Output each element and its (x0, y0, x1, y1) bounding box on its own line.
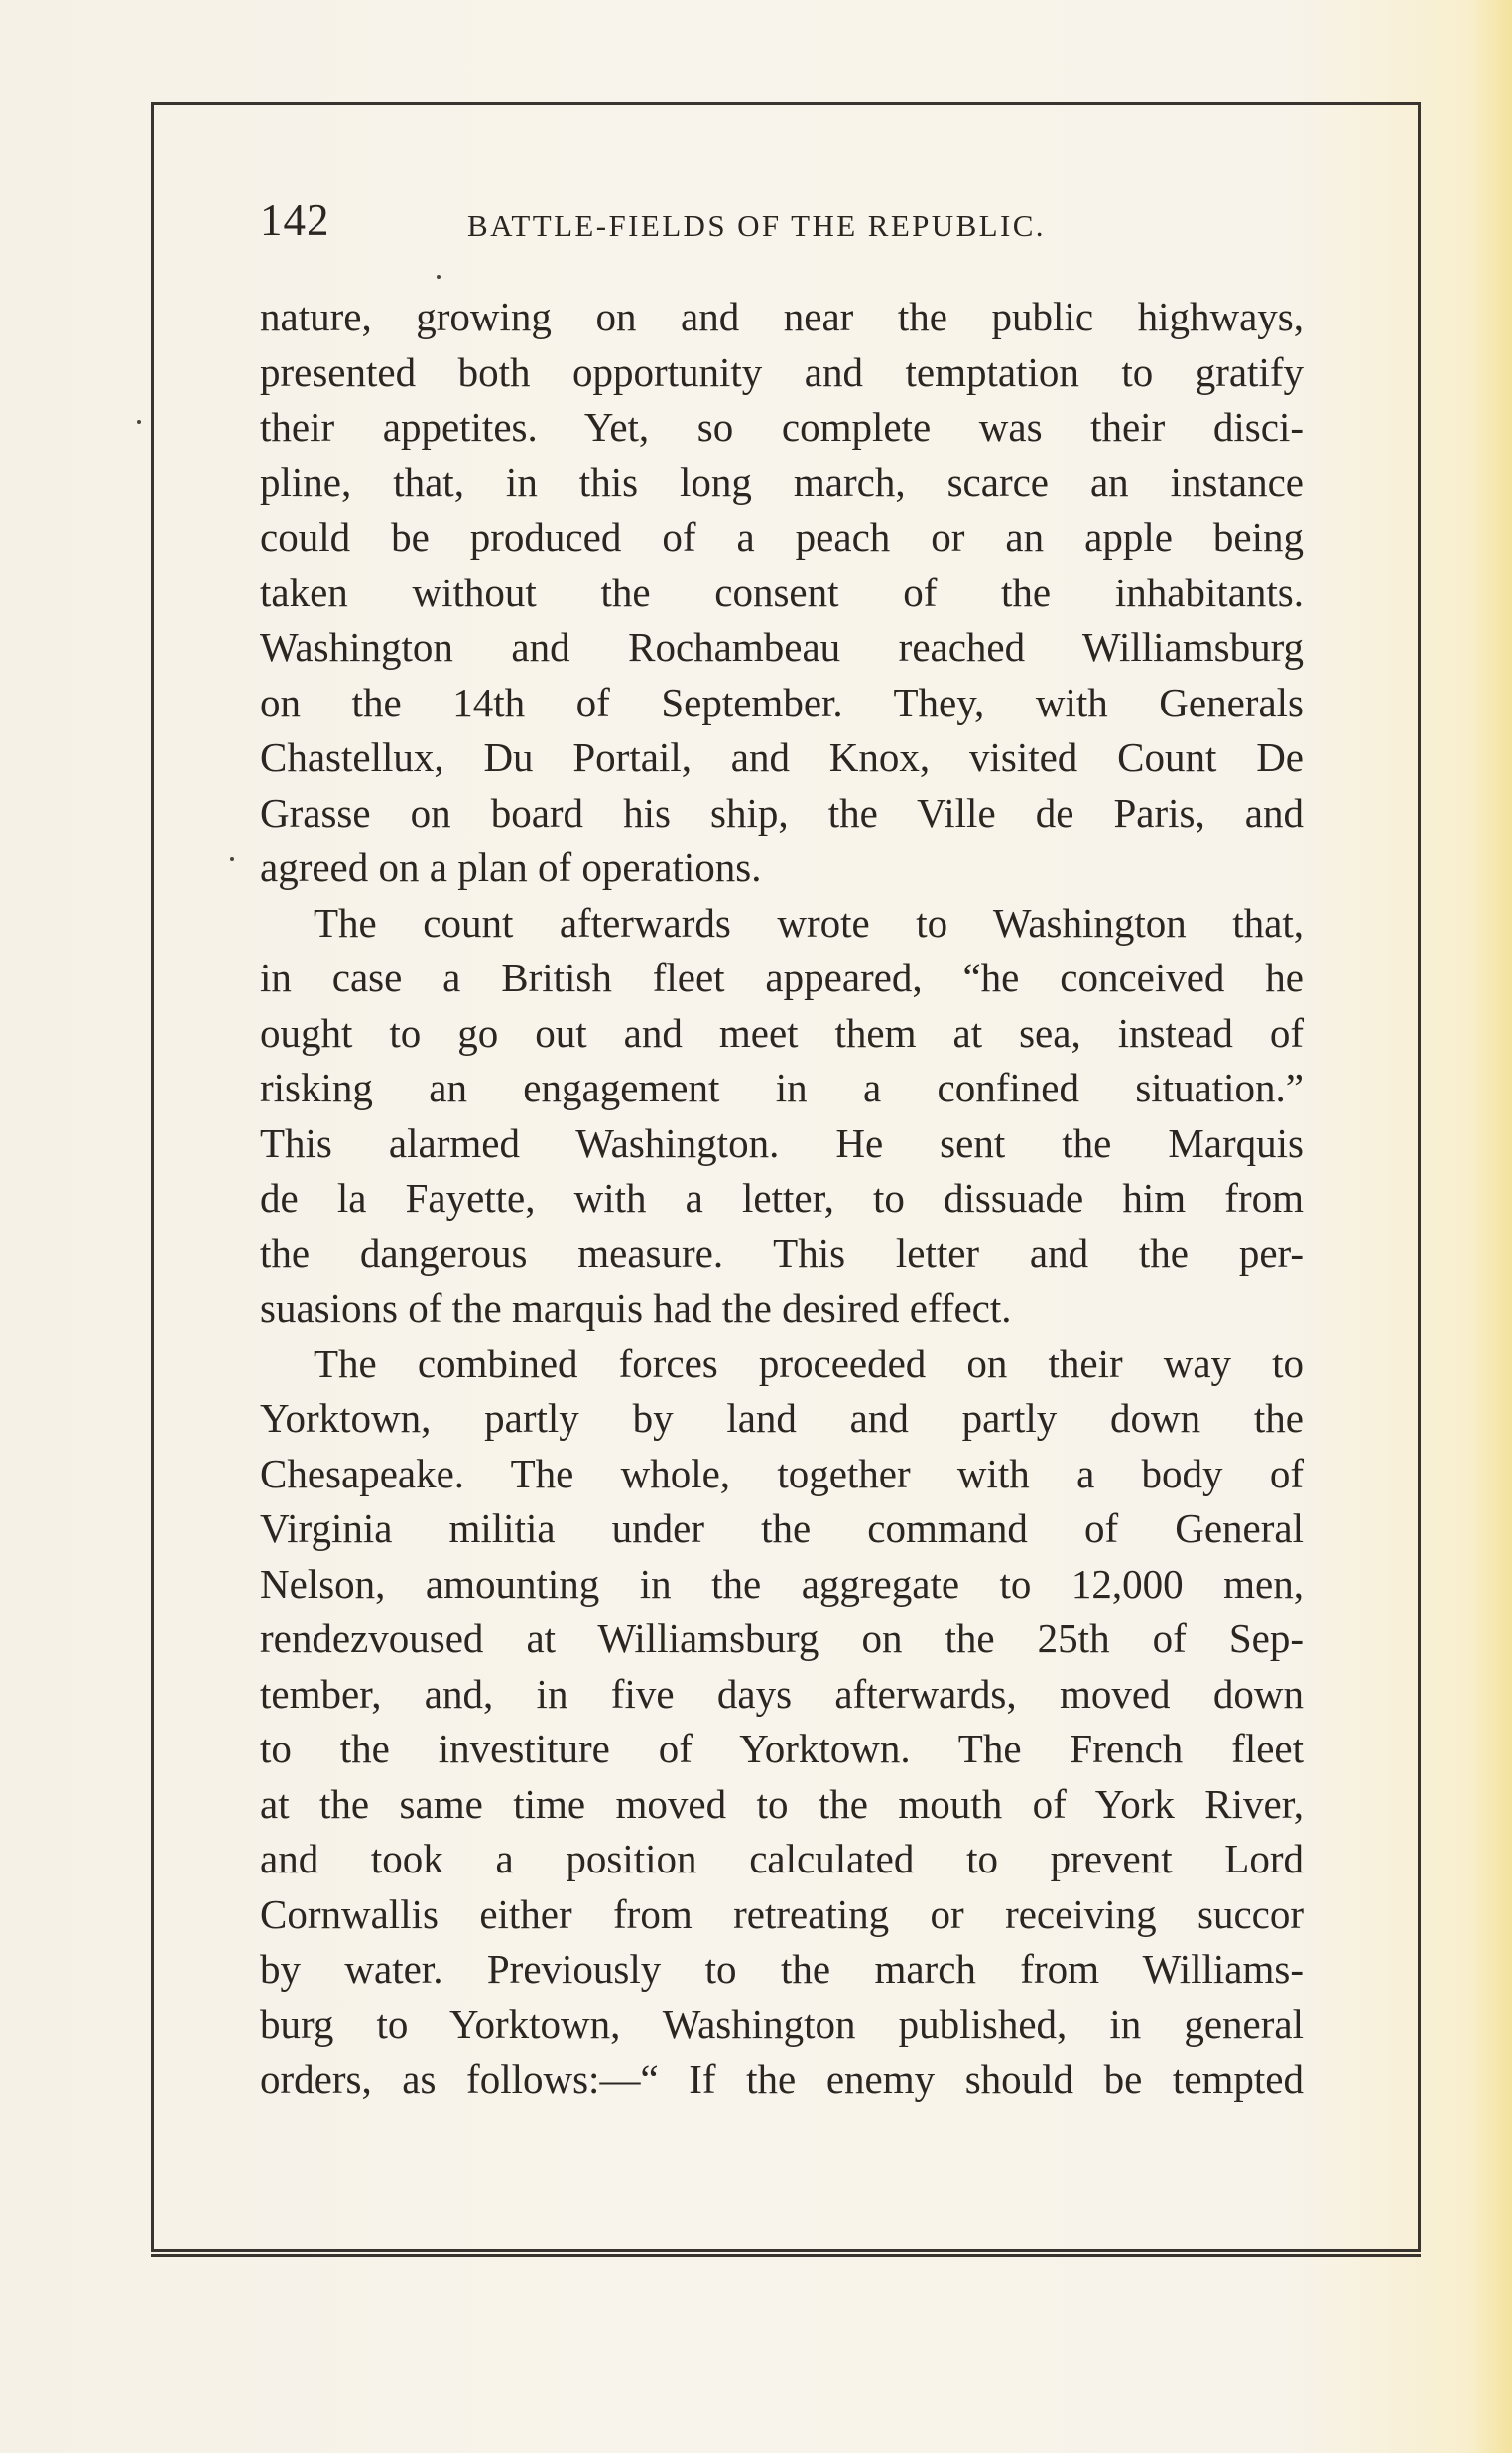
text-line: Virginia militia under the command of General (260, 1505, 1304, 1551)
text-line: Chesapeake. The whole, together with a body of (260, 1450, 1304, 1496)
running-title: BATTLE-FIELDS OF THE REPUBLIC. (467, 208, 1046, 243)
text-line: pline, that, in this long march, scarce an instance (260, 458, 1304, 505)
text-line: burg to Yorktown, Washington published, in general (260, 2001, 1304, 2047)
text-line: in case a British fleet appeared, “he conceived he (260, 955, 1304, 1000)
text-line: ought to go out and meet them at sea, instead of (260, 1009, 1304, 1056)
text-line: de la Fayette, with a letter, to dissuade him from (260, 1175, 1304, 1221)
running-head (260, 194, 1304, 254)
text-line: by water. Previously to the march from Williams- (260, 1946, 1304, 1992)
text-line: taken without the consent of the inhabitants. (260, 569, 1304, 615)
print-speck (137, 420, 141, 424)
text-line: tember, and, in five days afterwards, moved down (260, 1670, 1304, 1717)
text-line: This alarmed Washington. He sent the Marquis (260, 1119, 1304, 1166)
print-speck (437, 275, 441, 279)
text-line: Cornwallis either from retreating or receiving succor (260, 1890, 1304, 1937)
text-line: to the investiture of Yorktown. The French fleet (260, 1726, 1304, 1771)
text-line: Yorktown, partly by land and partly down the (260, 1395, 1304, 1441)
body-text (260, 290, 1304, 2108)
text-line: Grasse on board his ship, the Ville de Paris, and (260, 789, 1304, 836)
text-line: Washington and Rochambeau reached Williamsburg (260, 624, 1304, 670)
text-line: on the 14th of September. They, with Generals (260, 679, 1304, 725)
text-line: and took a position calculated to prevent Lord (260, 1836, 1304, 1881)
text-line: Nelson, amounting in the aggregate to 12,000 men, (260, 1560, 1304, 1607)
page-number: 142 (260, 195, 330, 245)
text-line: could be produced of a peach or an apple being (260, 514, 1304, 560)
text-line: risking an engagement in a confined situation.” (260, 1065, 1304, 1110)
text-line: The count afterwards wrote to Washington that, (314, 899, 1304, 946)
print-speck (230, 857, 234, 861)
text-line: presented both opportunity and temptation to gratify (260, 348, 1304, 395)
text-line: the dangerous measure. This letter and the per- (260, 1229, 1304, 1276)
text-line: The combined forces proceeded on their way to (314, 1340, 1304, 1386)
text-line: their appetites. Yet, so complete was their disci- (260, 404, 1304, 450)
text-line: orders, as follows:—“ If the enemy should be tempted (260, 2056, 1304, 2102)
text-line: suasions of the marquis had the desired effect. (260, 1285, 1012, 1331)
text-line: nature, growing on and near the public highways, (260, 294, 1304, 339)
page-border-rule (151, 2254, 1421, 2257)
text-line: Chastellux, Du Portail, and Knox, visited Count De (260, 734, 1304, 780)
text-line: agreed on a plan of operations. (260, 844, 762, 890)
text-line: at the same time moved to the mouth of York River, (260, 1780, 1304, 1827)
text-line: rendezvoused at Williamsburg on the 25th of Sep- (260, 1615, 1304, 1661)
